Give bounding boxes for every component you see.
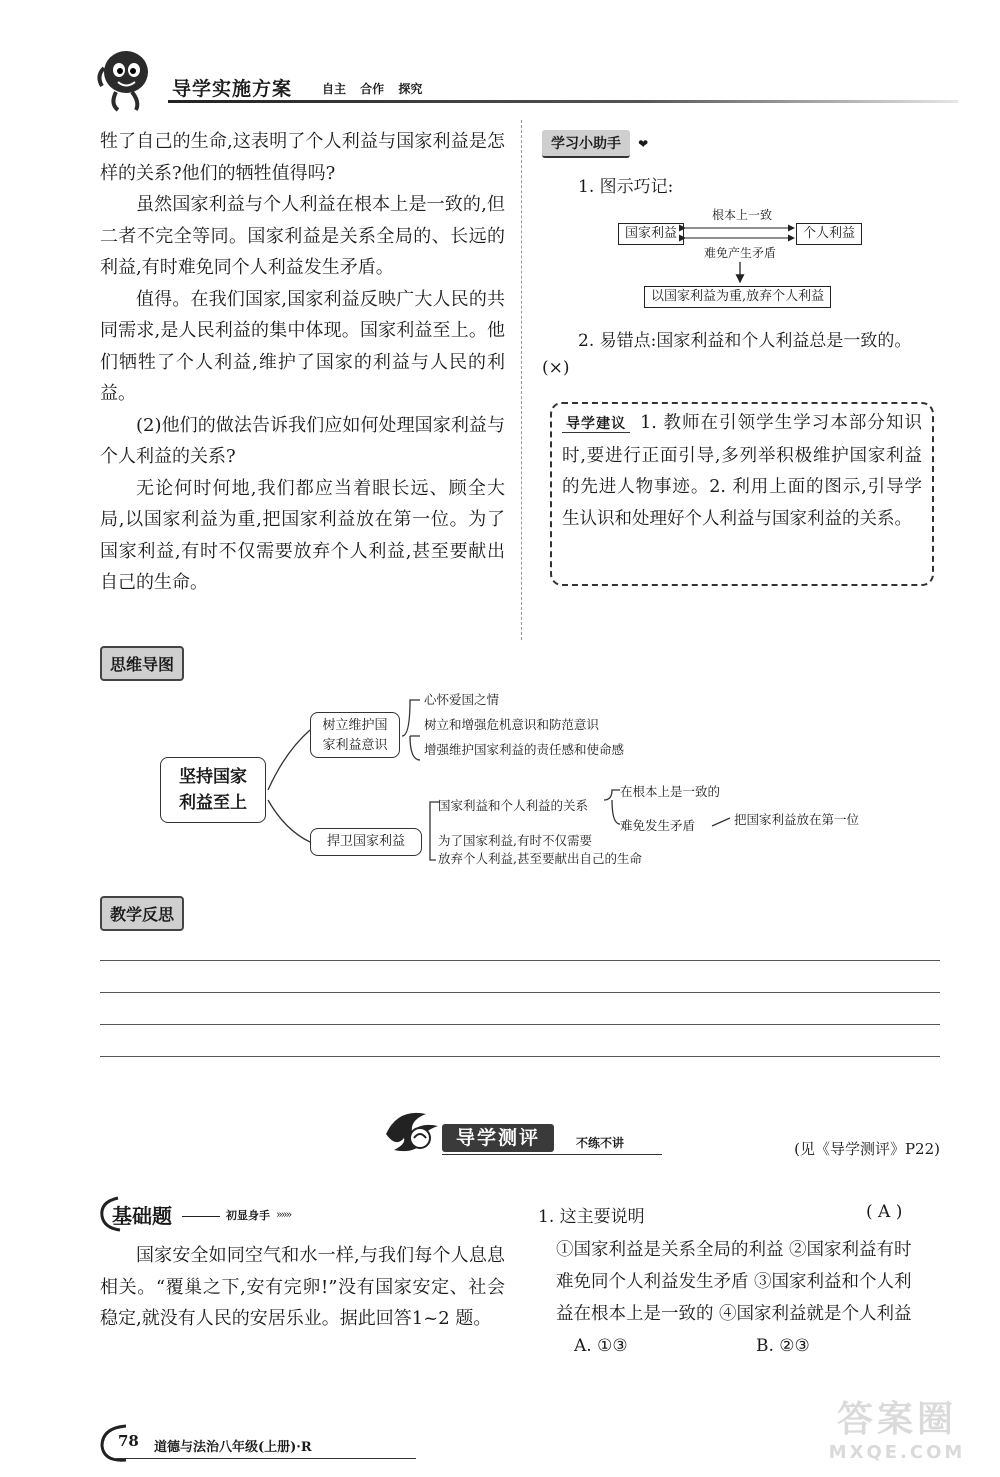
mindmap-branch-1-line2: 家利益意识: [322, 738, 388, 753]
basic-title-text: 基础题: [112, 1204, 172, 1228]
page-footer: [96, 1420, 416, 1466]
page-number: 78: [118, 1432, 139, 1450]
mindmap-b2-line-b: 放弃个人利益,甚至要献出自己的生命: [438, 851, 642, 866]
mindmap-root: [160, 757, 266, 823]
mindmap-b1-item: 增强维护国家利益的责任感和使命感: [424, 742, 625, 757]
question-1-options-line: 益在根本上是一致的 ④国家利益就是个人利益: [556, 1304, 912, 1324]
header-subtitle: 自主 合作 探究: [322, 82, 423, 96]
question-1-options-line: 难免同个人利益发生矛盾 ③国家利益和个人利: [556, 1272, 912, 1292]
helper-item-1: 1. 图示巧记:: [578, 177, 674, 197]
mindmap-branch-2: 捍卫国家利益: [310, 828, 422, 856]
test-banner: [376, 1104, 666, 1164]
writing-line: [100, 1024, 940, 1025]
mindmap-section-label: 思维导图: [100, 646, 184, 681]
test-reference: (见《导学测评》P22): [794, 1140, 940, 1158]
chevrons-icon: »»»: [276, 1208, 291, 1221]
mindmap-root-line1: 坚持国家: [179, 767, 247, 787]
question-1-answer: ( A ): [866, 1202, 903, 1222]
mindmap-b2-relation-item: 难免发生矛盾: [620, 818, 696, 833]
mindmap-b2-line-a: 为了国家利益,有时不仅需要: [438, 833, 592, 848]
watermark-line1: 答案圈: [836, 1399, 957, 1440]
header-title: 导学实施方案: [172, 78, 293, 100]
heart-icon: ❤: [638, 137, 649, 151]
watermark-logo: [812, 1398, 982, 1474]
question-1-options: [556, 1234, 912, 1330]
suggestion-label: 导学建议: [562, 416, 630, 433]
test-banner-rule: [442, 1154, 662, 1155]
reflection-section-label: 教学反思: [100, 896, 184, 931]
question-1-options-line: ①国家利益是关系全局的利益 ②国家利益有时: [556, 1240, 912, 1260]
diagram-box-national: 国家利益: [618, 223, 684, 245]
suggestion-text: 1. 教师在引领学生学习本部分知识时,要进行正面引导,多列举积极维护国家利益的先进人物事迹。2. 利用上面的图示,引导学生认识和处理好个人利益与国家利益的关系。: [562, 413, 923, 529]
basic-title: [96, 1194, 326, 1234]
mindmap-b2-relation: 国家利益和个人利益的关系: [438, 798, 589, 813]
helper-label: 学习小助手: [542, 130, 630, 158]
helper-item-2: 2. 易错点:国家利益和个人利益总是一致的。: [578, 331, 912, 351]
paragraph: (2)他们的做法告诉我们应如何处理国家利益与个人利益的关系?: [100, 414, 505, 467]
diagram-box-result: 以国家利益为重,放弃个人利益: [644, 286, 831, 308]
footer-rule: [116, 1458, 416, 1459]
mindmap-branch-1: [310, 712, 400, 758]
mindmap-branch-1-line1: 树立维护国: [322, 718, 388, 733]
basic-subtitle: 初显身手: [226, 1209, 270, 1222]
book-title: 道德与法治八年级(上册)·R: [154, 1440, 312, 1455]
mindmap-root-line2: 利益至上: [179, 793, 247, 813]
mindmap-b2-relation-item: 在根本上是一致的: [620, 784, 721, 799]
writing-line: [100, 960, 940, 961]
paragraph: 虽然国家利益与个人利益在根本上是一致的,但二者不完全等同。国家利益是关系全局的、长远的利益,有时难免同个人利益发生矛盾。: [100, 194, 505, 278]
question-1-choice-a: A. ①③: [574, 1336, 628, 1356]
diagram-label-conflict: 难免产生矛盾: [704, 246, 777, 260]
basic-title-dash: [182, 1216, 220, 1217]
diagram-box-personal: 个人利益: [796, 223, 862, 245]
mindmap-b1-item: 心怀爱国之情: [424, 692, 500, 707]
diagram-label-consistent: 根本上一致: [712, 208, 773, 222]
writing-line: [100, 992, 940, 993]
paragraph: 值得。在我们国家,国家利益反映广大人民的共同需求,是人民利益的集中体现。国家利益至上。他们牺牲了个人利益,维护了国家的利益与人民的利益。: [100, 288, 505, 404]
mindmap-b2-result: 把国家利益放在第一位: [734, 812, 860, 827]
question-1-choice-b: B. ②③: [756, 1336, 810, 1356]
watermark-line2: MXQE.COM: [828, 1442, 966, 1463]
question-1-stem: 1. 这主要说明: [538, 1207, 645, 1227]
writing-line: [100, 1056, 940, 1057]
paragraph: 无论何时何地,我们都应当着眼长远、顾全大局,以国家利益为重,把国家利益放在第一位。为了国家利益,有时不仅需要放弃个人利益,甚至要献出自己的生命。: [100, 477, 505, 593]
test-banner-subtitle: 不练不讲: [576, 1136, 625, 1150]
helper-item-2-answer: (×): [542, 358, 570, 378]
test-banner-title: 导学测评: [442, 1124, 554, 1152]
paragraph: 牲了自己的生命,这表明了个人利益与国家利益是怎样的关系?他们的牺牲值得吗?: [100, 131, 505, 184]
mindmap-b1-item: 树立和增强危机意识和防范意识: [424, 717, 600, 732]
basic-passage: 国家安全如同空气和水一样,与我们每个人息息相关。“覆巢之下,安有完卵!”没有国家安定、社会稳定,就没有人民的安居乐业。据此回答1~2 题。: [100, 1245, 505, 1329]
